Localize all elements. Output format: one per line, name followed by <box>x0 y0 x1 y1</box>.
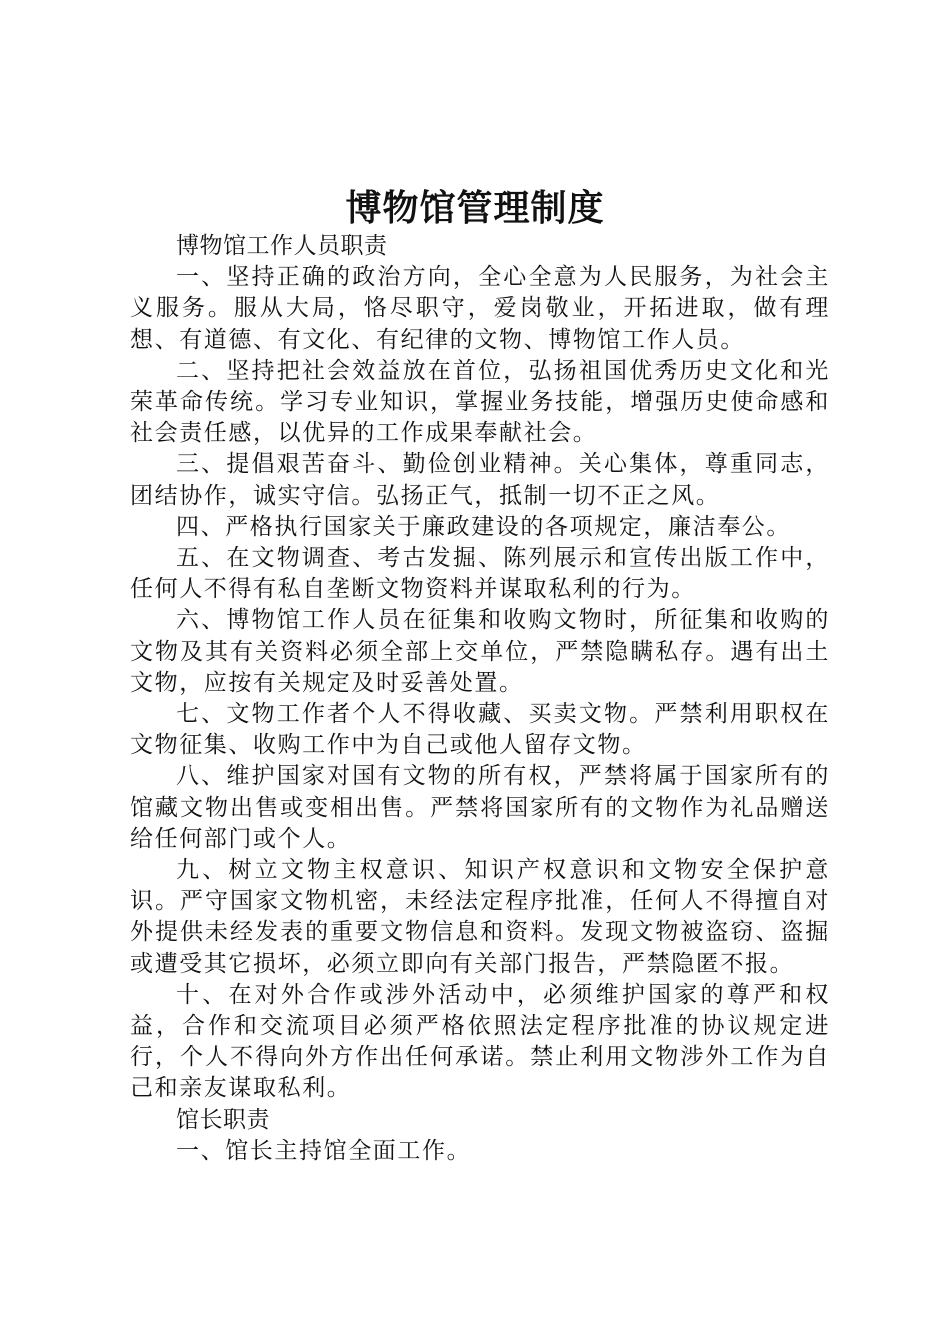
document-title: 博物馆管理制度 <box>345 187 605 229</box>
section-heading-director-duties: 馆长职责 <box>176 1106 270 1133</box>
paragraph-duty-3: 三、提倡艰苦奋斗、勤俭创业精神。关心集体，尊重同志，团结协作，诚实守信。弘扬正气，抵制一切不正之风。 <box>130 451 830 509</box>
paragraph-duty-7: 七、文物工作者个人不得收藏、买卖文物。严禁利用职权在文物征集、收购工作中为自己或他人留存文物。 <box>130 701 830 759</box>
paragraph-duty-5: 五、在文物调查、考古发掘、陈列展示和宣传出版工作中，任何人不得有私自垄断文物资料并谋取私利的行为。 <box>130 545 830 603</box>
paragraph-duty-2: 二、坚持把社会效益放在首位，弘扬祖国优秀历史文化和光荣革命传统。学习专业知识，掌握业务技能，增强历史使命感和社会责任感，以优异的工作成果奉献社会。 <box>130 357 830 447</box>
paragraph-director-duty-1: 一、馆长主持馆全面工作。 <box>176 1137 472 1164</box>
section-heading-staff-duties: 博物馆工作人员职责 <box>176 233 388 259</box>
document-body <box>130 231 830 1167</box>
paragraph-duty-4: 四、严格执行国家关于廉政建设的各项规定，廉洁奉公。 <box>176 513 791 540</box>
paragraph-duty-1: 一、坚持正确的政治方向，全心全意为人民服务，为社会主义服务。服从大局，恪尽职守，爱岗敬业，开拓进取，做有理想、有道德、有文化、有纪律的文物、博物馆工作人员。 <box>130 264 830 353</box>
paragraph-duty-10: 十、在对外合作或涉外活动中，必须维护国家的尊严和权益，合作和交流项目必须严格依照法定程序批准的协议规定进行，个人不得向外方作出任何承诺。禁止利用文物涉外工作为自己和亲友谋取私利。 <box>130 981 830 1102</box>
paragraph-duty-6: 六、博物馆工作人员在征集和收购文物时，所征集和收购的文物及其有关资料必须全部上交单位，严禁隐瞒私存。遇有出土文物，应按有关规定及时妥善处置。 <box>130 607 830 696</box>
paragraph-duty-9: 九、树立文物主权意识、知识产权意识和文物安全保护意识。严守国家文物机密，未经法定程序批准，任何人不得擅自对外提供未经发表的重要文物信息和资料。发现文物被盗窃、盗掘或遭受其它损坏，必须立即向有关部门报告，严禁隐匿不报。 <box>130 857 830 977</box>
paragraph-duty-8: 八、维护国家对国有文物的所有权，严禁将属于国家所有的馆藏文物出售或变相出售。严禁将国家所有的文物作为礼品赠送给任何部门或个人。 <box>130 763 830 852</box>
